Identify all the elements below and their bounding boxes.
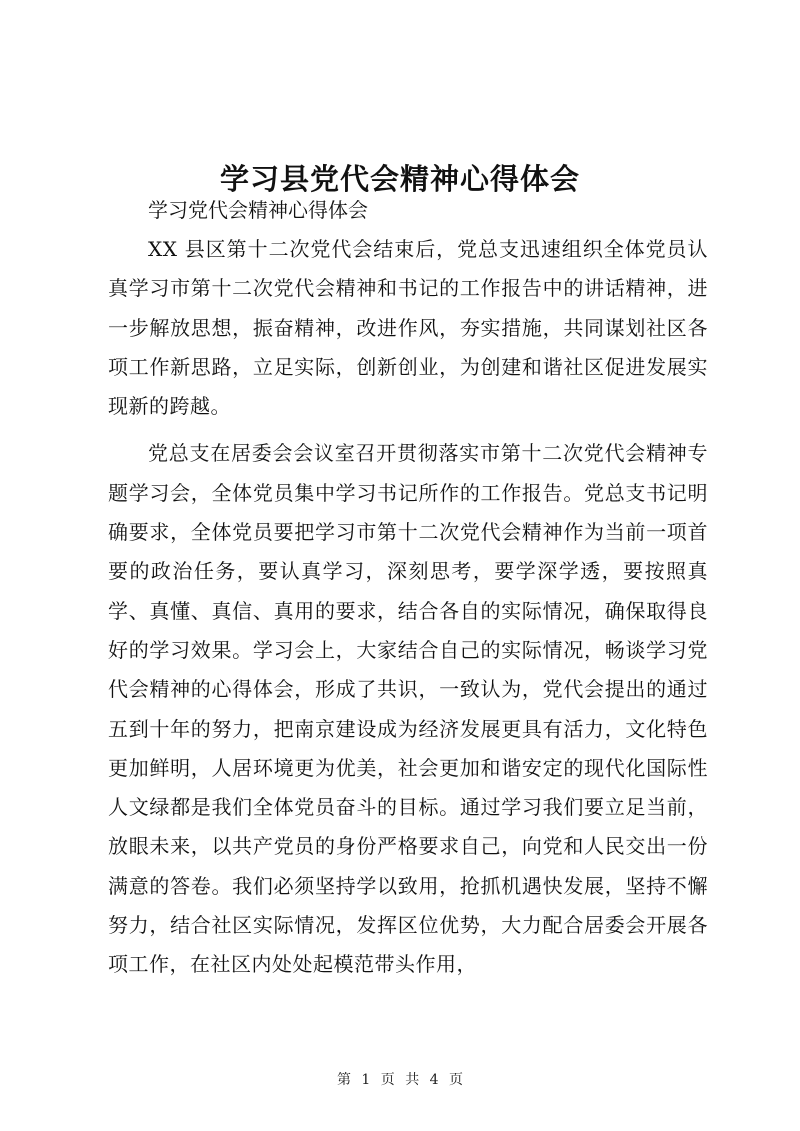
body-paragraph-1: XX 县区第十二次党代会结束后，党总支迅速组织全体党员认真学习市第十二次党代会精神和书记的工作报告中的讲话精神，进一步解放思想，振奋精神，改进作风，夯实措施，共同谋划社区各项工作新思路，立足实际，创新创业，为创建和谐社区促进发展实现新的跨越。 bbox=[108, 237, 708, 419]
body-paragraph-2: 党总支在居委会会议室召开贯彻落实市第十二次党代会精神专题学习会，全体党员集中学习书记所作的工作报告。党总支书记明确要求，全体党员要把学习市第十二次党代会精神作为当前一项首要的政治任务，要认真学习，深刻思考，要学深学透，要按照真学、真懂、真信、真用的要求，结合各自的实际情况，确保取得良好的学习效果。学习会上，大家结合自己的实际情况，畅谈学习党代会精神的心得体会，形成了共识，一致认为，党代会提出的通过五到十年的努力，把南京建设成为经济发展更具有活力，文化特色更加鲜明，人居环境更为优美，社会更加和谐安定的现代化国际性人文绿都是我们全体党员奋斗的目标。通过学习我们要立足当前，放眼未来，以共产党员的身份严格要求自己，向党和人民交出一份满意的答卷。我们必须坚持学以致用，抢抓机遇快发展，坚持不懈努力，结合社区实际情况，发挥区位优势，大力配合居委会开展各项工作，在社区内处处起模范带头作用， bbox=[108, 441, 708, 977]
document-body bbox=[108, 190, 708, 985]
document-subtitle: 学习党代会精神心得体会 bbox=[148, 198, 368, 222]
document-title: 学习县党代会精神心得体会 bbox=[219, 162, 580, 197]
page-footer: 第 1 页 共 4 页 bbox=[336, 1072, 464, 1088]
